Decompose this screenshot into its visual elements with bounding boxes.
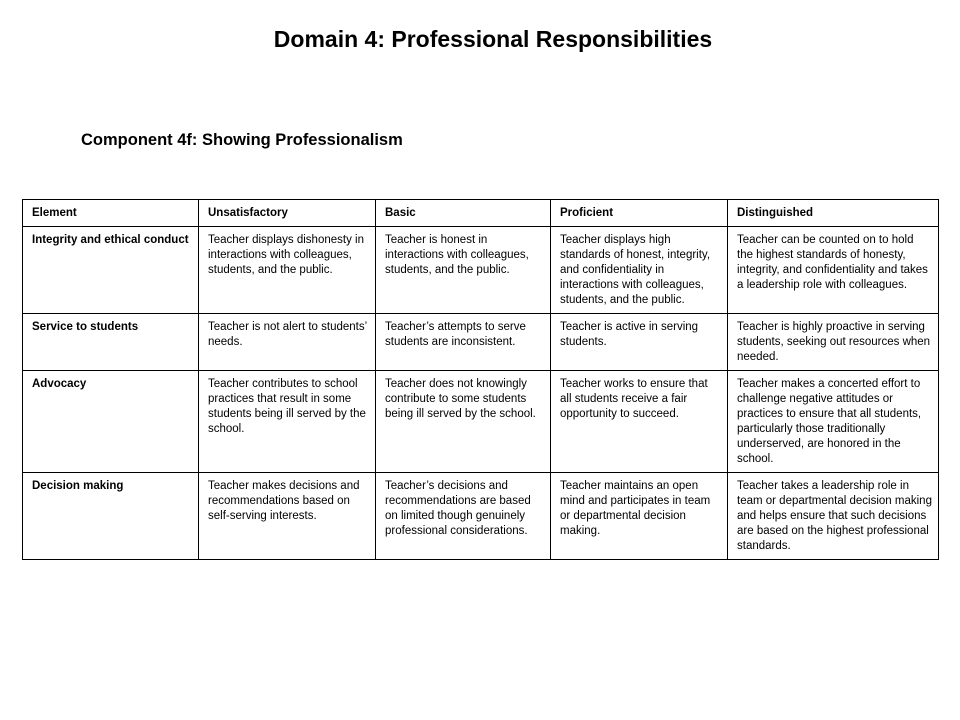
proficient-cell: Teacher is active in serving students.	[551, 314, 728, 371]
table-row	[23, 227, 939, 314]
component-subtitle: Component 4f: Showing Professionalism	[81, 131, 403, 149]
header-distinguished: Distinguished	[728, 200, 939, 227]
header-row	[23, 200, 939, 227]
page-title: Domain 4: Professional Responsibilities	[273, 26, 713, 52]
basic-cell: Teacher does not knowingly contribute to some students being ill served by the school.	[376, 371, 551, 473]
proficient-cell: Teacher works to ensure that all students receive a fair opportunity to succeed.	[551, 371, 728, 473]
distinguished-cell: Teacher is highly proactive in serving students, seeking out resources when needed.	[728, 314, 939, 371]
rubric-table	[22, 199, 939, 560]
basic-cell: Teacher’s attempts to serve students are inconsistent.	[376, 314, 551, 371]
element-cell: Advocacy	[23, 371, 199, 473]
table-row	[23, 473, 939, 560]
table-row	[23, 314, 939, 371]
distinguished-cell: Teacher makes a concerted effort to challenge negative attitudes or practices to ensure that all students, particularly those traditionally underserved, are honored in the school.	[728, 371, 939, 473]
unsatisfactory-cell: Teacher makes decisions and recommendations based on self-serving interests.	[199, 473, 376, 560]
unsatisfactory-cell: Teacher is not alert to students’ needs.	[199, 314, 376, 371]
distinguished-cell: Teacher takes a leadership role in team or departmental decision making and helps ensure that such decisions are based on the highest professional standards.	[728, 473, 939, 560]
header-unsatisfactory: Unsatisfactory	[199, 200, 376, 227]
basic-cell: Teacher’s decisions and recommendations are based on limited though genuinely professional considerations.	[376, 473, 551, 560]
header-basic: Basic	[376, 200, 551, 227]
proficient-cell: Teacher maintains an open mind and participates in team or departmental decision making.	[551, 473, 728, 560]
unsatisfactory-cell: Teacher contributes to school practices that result in some students being ill served by the school.	[199, 371, 376, 473]
table-row	[23, 371, 939, 473]
unsatisfactory-cell: Teacher displays dishonesty in interactions with colleagues, students, and the public.	[199, 227, 376, 314]
element-cell: Service to students	[23, 314, 199, 371]
element-cell: Integrity and ethical conduct	[23, 227, 199, 314]
header-proficient: Proficient	[551, 200, 728, 227]
proficient-cell: Teacher displays high standards of honest, integrity, and confidentiality in interactions with colleagues, students, and the public.	[551, 227, 728, 314]
element-cell: Decision making	[23, 473, 199, 560]
distinguished-cell: Teacher can be counted on to hold the highest standards of honesty, integrity, and confidentiality and takes a leadership role with colleagues.	[728, 227, 939, 314]
header-element: Element	[23, 200, 199, 227]
basic-cell: Teacher is honest in interactions with colleagues, students, and the public.	[376, 227, 551, 314]
